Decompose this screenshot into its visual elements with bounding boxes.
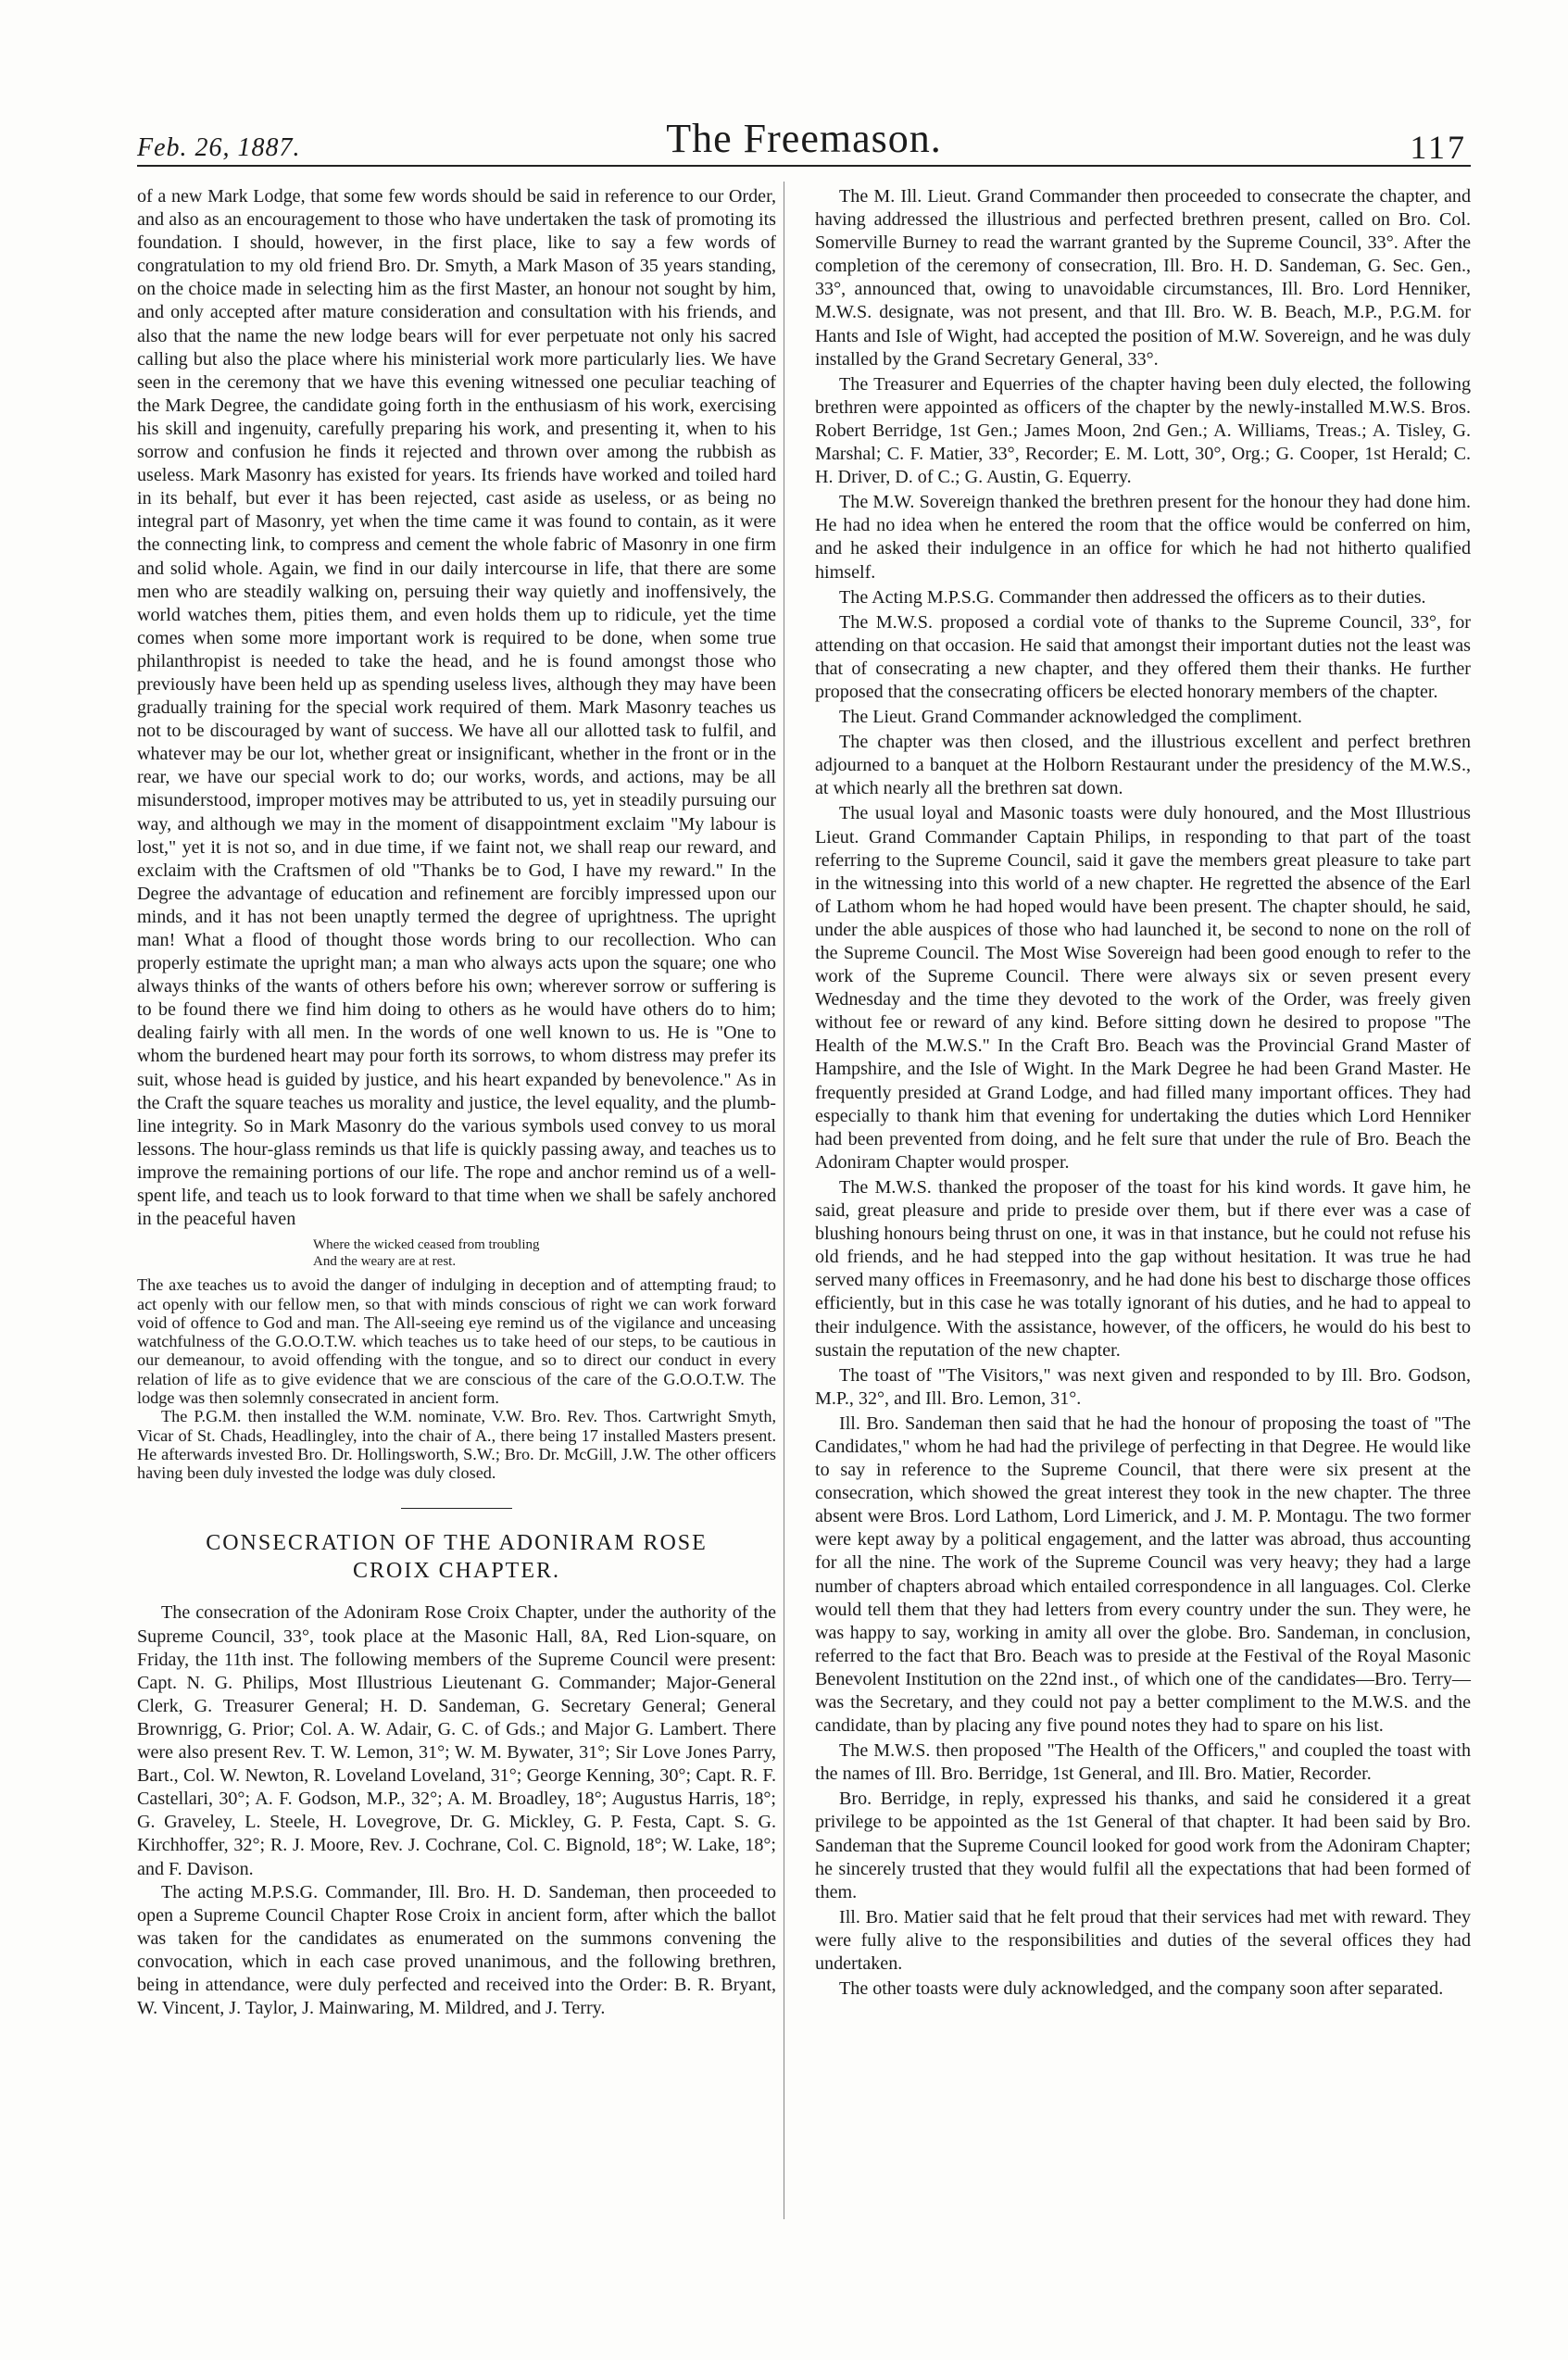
section-divider [401, 1508, 512, 1509]
left-column [137, 185, 776, 2020]
page-number: 117 [1410, 129, 1467, 166]
right-column [815, 185, 1471, 2002]
verse-line: Where the wicked ceased from troubling [313, 1237, 540, 1253]
article-paragraph: The Acting M.P.S.G. Commander then addressed the officers as to their duties. [839, 586, 1426, 608]
article-paragraph: The chapter was then closed, and the illustrious excellent and perfect brethren adjourned to a banquet at the Holborn Restaurant under the presidency of the M.W.S., at which nearly all the brethren sat down. [815, 732, 1471, 799]
heading-line: CROIX CHAPTER. [352, 1559, 561, 1584]
article-paragraph: The axe teaches us to avoid the danger of indulging in deception and of attempting fraud; to act openly with our fellow men, so that with minds conscious of right we can work forward void of offence to God and man. The All-seeing eye remind us of the vigilance and unceasing watchfulness of the G.O.O.T.W. which teaches us to take heed of our steps, to be cautious in our demeanour, to avoid offending with the tongue, and so to direct our conduct in every relation of life as to give evidence that we are conscious of the care of the G.O.O.T.W. The lodge was then solemnly consecrated in ancient form. [137, 1275, 776, 1407]
article-paragraph: The toast of "The Visitors," was next given and responded to by Ill. Bro. Godson, M.P., 32°, and Ill. Bro. Lemon, 31°. [815, 1364, 1471, 1409]
article-paragraph: The Lieut. Grand Commander acknowledged the compliment. [839, 707, 1302, 728]
article-paragraph: Ill. Bro. Sandeman then said that he had the honour of proposing the toast of "The Candidates," whom he had had the privilege of perfecting in that Degree. He would like to say in reference to the Supreme Council, that there were six present at the consecration, which showed the great interest they took in the new chapter. The three absent were Bros. Lord Lathom, Lord Limerick, and J. M. P. Montagu. The two former were kept away by a political engagement, and the latter was abroad, thus accounting for all the nine. The work of the Supreme Council was very heavy; they had a large number of chapters abroad which entailed correspondence in all languages. Col. Clerke would tell them that they had letters from every country under the sun. They were, he was happy to say, working in amity all over the globe. Bro. Sandeman, in conclusion, referred to the fact that Bro. Beach was to preside at the Festival of the Royal Masonic Benevolent Institution on the 22nd inst., of which one of the candidates—Bro. Terry—was the Secretary, and they could not pay a better compliment to the M.W.S. and the candidate, than by placing any five pound notes they had to spare on his list. [815, 1412, 1471, 1737]
article-paragraph: The other toasts were duly acknowledged, and the company soon after separated. [839, 1978, 1444, 2000]
article-paragraph: The M.W.S. proposed a cordial vote of thanks to the Supreme Council, 33°, for attending on that occasion. He said that amongst their important duties not the least was that of consecrating a new chapter, and they offered them their thanks. He further proposed that the consecrating officers be elected honorary members of the chapter. [815, 611, 1471, 702]
quoted-verse [137, 1236, 776, 1270]
article-paragraph: The M.W. Sovereign thanked the brethren present for the honour they had done him. He had no idea when he entered the room that the office would be conferred on him, and he asked their indulgence in an office for which he had not hitherto qualified himself. [815, 492, 1471, 583]
article-paragraph: The acting M.P.S.G. Commander, Ill. Bro. H. D. Sandeman, then proceeded to open a Supreme Council Chapter Rose Croix in ancient form, after which the ballot was taken for the candidates as enumerated on the summons convening the convocation, which in each case proved unanimous, and the following brethren, being in attendance, were duly perfected and received into the Order: B. R. Bryant, W. Vincent, J. Taylor, J. Mainwaring, M. Mildred, and J. Terry. [137, 1881, 776, 2019]
article-paragraph: The Treasurer and Equerries of the chapter having been duly elected, the following brethren were appointed as officers of the chapter by the newly-installed M.W.S. Bros. Robert Berridge, 1st Gen.; James Moon, 2nd Gen.; A. Williams, Treas.; A. Tisley, G. Marshal; C. F. Matier, 33°, Recorder; E. M. Lott, 30°, Org.; G. Cooper, 1st Herald; C. H. Driver, D. of C.; G. Austin, G. Equerry. [815, 373, 1471, 488]
article-paragraph: Ill. Bro. Matier said that he felt proud that their services had met with reward. They were fully alive to the responsibilities and duties of the several offices they had undertaken. [815, 1906, 1471, 1975]
article-paragraph: of a new Mark Lodge, that some few words should be said in reference to our Order, and also as an encouragement to those who have undertaken the task of promoting its foundation. I should, however, in the first place, like to say a few words of congratulation to my old friend Bro. Dr. Smyth, a Mark Mason of 35 years standing, on the choice made in selecting him as the first Master, an honour not sought by him, and only accepted after mature consideration and consultation with his friends, and also that the name the new lodge bears will for ever perpetuate not only his sacred calling but also the place where his ministerial work more particularly lies. We have seen in the ceremony that we have this evening witnessed one peculiar teaching of the Mark Degree, the candidate going forth in the enthusiasm of his work, exercising his skill and ingenuity, carefully preparing his work, and presenting it, when to his sorrow and confusion he finds it rejected and thrown over among the rubbish as useless. Mark Masonry has existed for years. Its friends have worked and toiled hard in its behalf, but ever it has been rejected, cast aside as useless, or as being no integral part of Masonry, yet when the time came it was found to contain, as it were the connecting link, to compress and cement the whole fabric of Masonry in one firm and solid whole. Again, we find in our daily intercourse in life, that there are some men who are steadily walking on, persuing their way quietly and inoffensively, the world watches them, pities them, and even holds them up to ridicule, yet the time comes when some more important work is required to be done, when some true philanthropist is needed to take the head, and he is found amongst those who previously have been held up as spending useless lives, although they may have been gradually training for the special work required of them. Mark Masonry teaches us not to be discouraged by want of success. We have all our allotted task to fulfil, and whatever may be our lot, whether great or insignificant, whether in the front or in the rear, we have our special work to do; our works, words, and actions, may be all misunderstood, improper motives may be attributed to us, yet in steadily pursuing our way, and although we may in the moment of disappointment exclaim "My labour is lost," yet it is not so, and in due time, if we faint not, we shall reap our reward, and exclaim with the Craftsmen of old "Thanks be to God, I have my reward." In the Degree the advantage of education and refinement are forcibly impressed upon our minds, and it has not been unaptly termed the degree of uprightness. The upright man! What a flood of thought those words bring to our recollection. Who can properly estimate the upright man; a man who always acts upon the square; one who always thinks of the wants of others before his own; wherever sorrow or suffering is to be found there we find him doing to others as he would have others do to him; dealing fairly with all men. In the words of one well known to us. He is "One to whom the burdened heart may pour forth its sorrows, to whom distress may prefer its suit, whose head is guided by justice, and his heart expanded by benevolence." As in the Craft the square teaches us morality and justice, the level equality, and the plumb-line integrity. So in Mark Masonry do the various symbols used convey to us moral lessons. The hour-glass reminds us that life is quickly passing away, and teaches us to improve the remaining portions of our life. The rope and anchor remind us of a well-spent life, and teach us to look forward to that time when we shall be safely anchored in the peaceful haven [137, 186, 776, 1230]
article-paragraph: The M.W.S. then proposed "The Health of the Officers," and coupled the toast with the names of Ill. Bro. Berridge, 1st General, and Ill. Bro. Matier, Recorder. [815, 1740, 1471, 1785]
article-paragraph: The P.G.M. then installed the W.M. nominate, V.W. Bro. Rev. Thos. Cartwright Smyth, Vicar of St. Chads, Headlingley, into the chair of A., there being 17 installed Masters present. He afterwards invested Bro. Dr. Hollingsworth, S.W.; Bro. Dr. McGill, J.W. The other officers having been duly invested the lodge was duly closed. [137, 1407, 776, 1483]
article-paragraph: The M.W.S. thanked the proposer of the toast for his kind words. It gave him, he said, great pleasure and pride to preside over them, but if there ever was a case of blushing honours being thrust on one, it was in that instance, but he could not refuse his old friends, and he had stepped into the gap without hesitation. It was true he had served many offices in Freemasonry, and he had done his best to discharge those offices efficiently, but in this case he was totally ignorant of his duties, and he had to appeal to their indulgence. With the assistance, however, of the officers, he would do his best to sustain the reputation of the new chapter. [815, 1176, 1471, 1361]
heading-line: CONSECRATION OF THE ADONIRAM ROSE [206, 1531, 708, 1556]
verse-line: And the weary are at rest. [313, 1254, 457, 1270]
article-paragraph: Bro. Berridge, in reply, expressed his thanks, and said he considered it a great privilege to be appointed as the 1st General of that chapter. It had been said by Bro. Sandeman that the Supreme Council looked for good work from the Adoniram Chapter; he sincerely trusted that they would fulfil all the expectations that had been formed of them. [815, 1789, 1471, 1902]
page-header [137, 109, 1471, 167]
article-paragraph: The M. Ill. Lieut. Grand Commander then proceeded to consecrate the chapter, and having addressed the illustrious and perfected brethren present, called on Bro. Col. Somerville Burney to read the warrant granted by the Supreme Council, 33°. After the completion of the ceremony of consecration, Ill. Bro. H. D. Sandeman, G. Sec. Gen., 33°, announced that, owing to unavoidable circumstances, Ill. Bro. Lord Henniker, M.W.S. designate, was not present, and that Ill. Bro. W. B. Beach, M.P., P.G.M. for Hants and Isle of Wight, had accepted the position of M.W. Sovereign, and he was duly installed by the Grand Secretary General, 33°. [815, 186, 1471, 370]
masthead-title: The Freemason. [666, 116, 942, 161]
article-heading [137, 1529, 776, 1585]
small-type-section [137, 1275, 776, 1482]
article-paragraph: The consecration of the Adoniram Rose Croix Chapter, under the authority of the Supreme Council, 33°, took place at the Masonic Hall, 8A, Red Lion-square, on Friday, the 11th inst. The following members of the Supreme Council were present: Capt. N. G. Philips, Most Illustrious Lieutenant G. Commander; Major-General Clerk, G. Treasurer General; H. D. Sandeman, G. Secretary General; General Brownrigg, G. Prior; Col. A. W. Adair, G. C. of Gds.; and Major G. Lambert. There were also present Rev. T. W. Lemon, 31°; W. M. Bywater, 31°; Sir Love Jones Parry, Bart., Col. W. Newton, R. Loveland Loveland, 31°; George Kenning, 30°; Capt. R. F. Castellari, 30°; A. F. Godson, M.P., 32°; A. M. Broadley, 18°; Augustus Harris, 18°; G. Graveley, L. Steele, H. Lovegrove, Dr. G. Mickley, G. P. Festa, Capt. S. G. Kirchhoffer, 32°; R. J. Moore, Rev. J. Cochrane, Col. C. Bignold, 18°; W. Lake, 18°; and F. Davison. [137, 1602, 776, 1879]
article-paragraph: The usual loyal and Masonic toasts were duly honoured, and the Most Illustrious Lieut. Grand Commander Captain Philips, in responding to that part of the toast referring to the Supreme Council, said it gave the members great pleasure to take part in the witnessing into this world of a new chapter. He regretted the absence of the Earl of Lathom whom he had hoped would have been present. The chapter should, he said, under the able auspices of those who had launched it, be second to none on the roll of the Supreme Council. The Most Wise Sovereign had been good enough to refer to the work of the Supreme Council. There were always six or seven present every Wednesday and the time they devoted to the work of the Order, was freely given without fee or reward of any kind. Before sitting down he desired to propose "The Health of the M.W.S." In the Craft Bro. Beach was the Provincial Grand Master of Hampshire, and the Isle of Wight. In the Mark Degree he had been Grand Master. He frequently presided at Grand Lodge, and had filled many important offices. They had especially to thank him that evening for undertaking the duties which Lord Henniker had been prevented from doing, and he felt sure that under the rule of Bro. Beach the Adoniram Chapter would prosper. [815, 803, 1471, 1173]
issue-date: Feb. 26, 1887. [137, 133, 301, 162]
